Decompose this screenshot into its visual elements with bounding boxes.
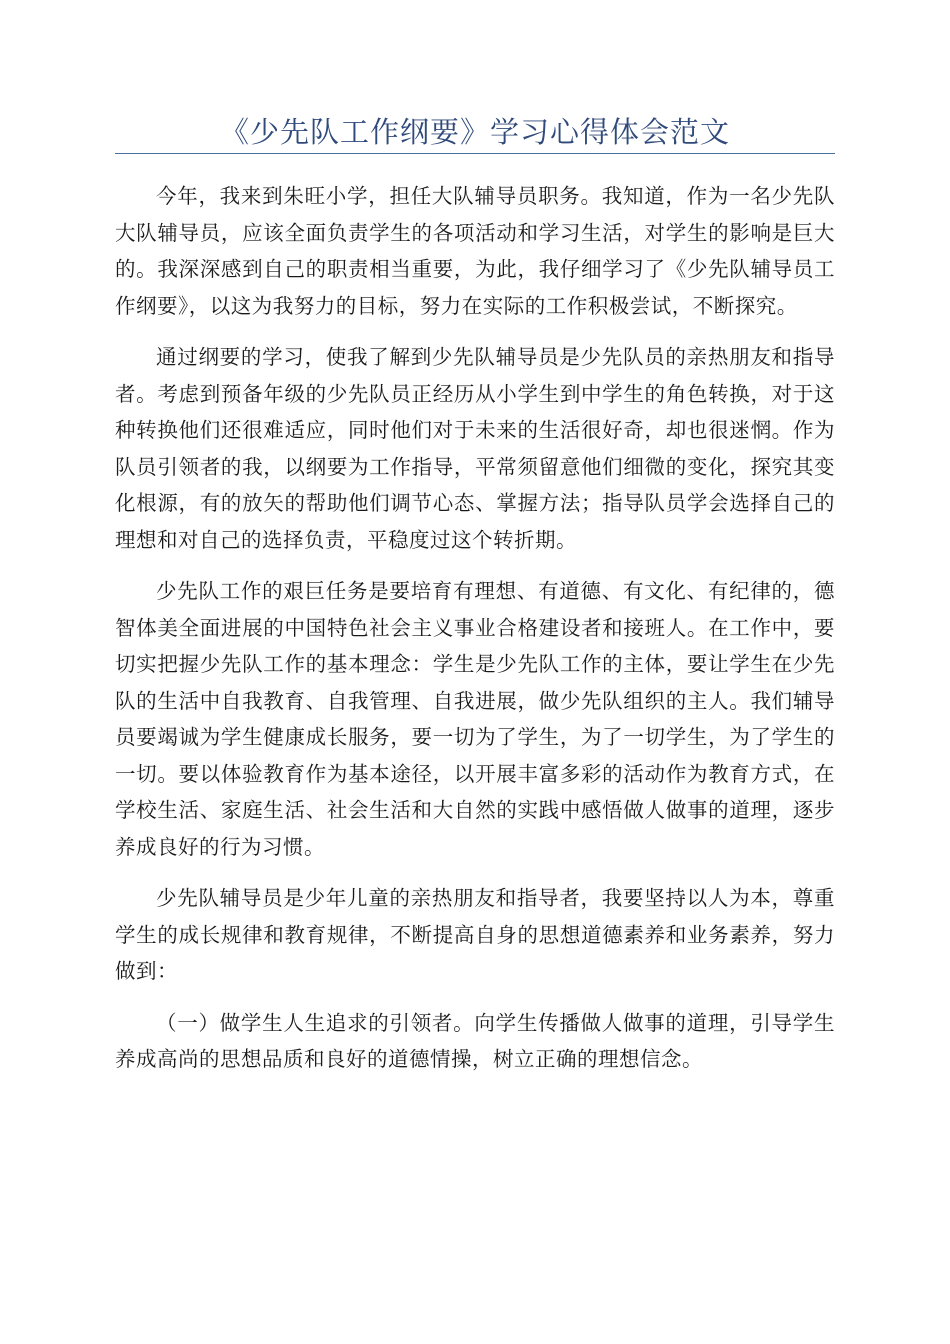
paragraph-5: （一）做学生人生追求的引领者。向学生传播做人做事的道理，引导学生养成高尚的思想品质和良好的道德情操，树立正确的理想信念。 xyxy=(115,1010,835,1071)
paragraph-1: 今年，我来到朱旺小学，担任大队辅导员职务。我知道，作为一名少先队大队辅导员，应该全面负责学生的各项活动和学习生活，对学生的影响是巨大的。我深深感到自己的职责相当重要，为此，我仔细学习了《少先队辅导员工作纲要》，以这为我努力的目标，努力在实际的工作积极尝试，不断探究。 xyxy=(115,184,835,318)
paragraph-3: 少先队工作的艰巨任务是要培育有理想、有道德、有文化、有纪律的，德智体美全面进展的中国特色社会主义事业合格建设者和接班人。在工作中，要切实把握少先队工作的基本理念：学生是少先队工作的主体，要让学生在少先队的生活中自我教育、自我管理、自我进展，做少先队组织的主人。我们辅导员要竭诚为学生健康成长服务，要一切为了学生，为了一切学生，为了学生的一切。要以体验教育作为基本途径，以开展丰富多彩的活动作为教育方式，在学校生活、家庭生活、社会生活和大自然的实践中感悟做人做事的道理，逐步养成良好的行为习惯。 xyxy=(115,579,835,859)
document-body xyxy=(115,178,835,1093)
title-underline xyxy=(115,153,835,154)
paragraph-4: 少先队辅导员是少年儿童的亲热朋友和指导者，我要坚持以人为本，尊重学生的成长规律和教育规律，不断提高自身的思想道德素养和业务素养，努力做到： xyxy=(115,886,835,983)
paragraph-2: 通过纲要的学习，使我了解到少先队辅导员是少先队员的亲热朋友和指导者。考虑到预备年级的少先队员正经历从小学生到中学生的角色转换，对于这种转换他们还很难适应，同时他们对于未来的生活很好奇，却也很迷惘。作为队员引领者的我，以纲要为工作指导，平常须留意他们细微的变化，探究其变化根源，有的放矢的帮助他们调节心态、掌握方法；指导队员学会选择自己的理想和对自己的选择负责，平稳度过这个转折期。 xyxy=(115,345,835,552)
document-title: 《少先队工作纲要》学习心得体会范文 xyxy=(219,115,730,149)
